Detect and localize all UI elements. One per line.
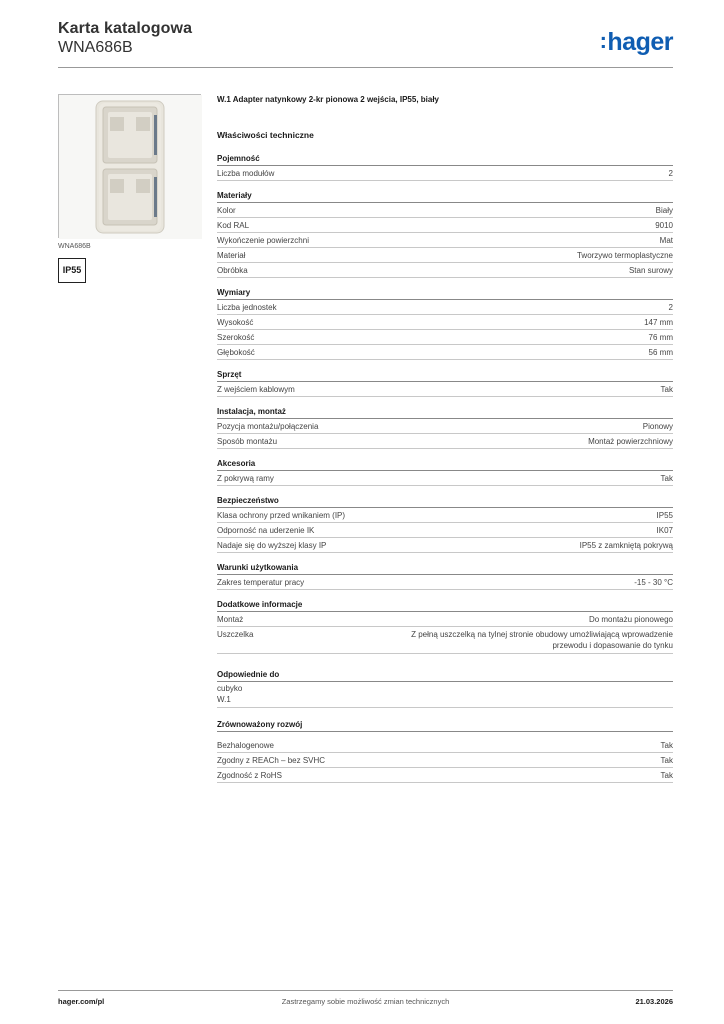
- property-key: Sposób montażu: [217, 437, 278, 446]
- property-value: Tak: [660, 474, 673, 483]
- property-key: Liczba jednostek: [217, 303, 277, 312]
- property-row: [217, 203, 673, 218]
- property-key: Zakres temperatur pracy: [217, 578, 305, 587]
- group-title: Akcesoria: [217, 459, 673, 471]
- property-value: Tak: [660, 741, 673, 750]
- property-key: Montaż: [217, 615, 244, 624]
- property-groups: [217, 154, 673, 654]
- product-photo: [58, 94, 201, 238]
- header-divider: [58, 67, 673, 68]
- group-title: Instalacja, montaż: [217, 407, 673, 419]
- footer-website-link[interactable]: hager.com/pl: [58, 997, 105, 1006]
- footer-date: 21.03.2026: [635, 997, 673, 1006]
- technical-properties: [217, 95, 673, 793]
- footer-divider: [58, 990, 673, 991]
- property-key: Odporność na uderzenie IK: [217, 526, 315, 535]
- logo-text: hager: [607, 28, 673, 56]
- property-row: [217, 753, 673, 768]
- suitable-for-group: [217, 670, 673, 708]
- group-title: Odpowiednie do: [217, 670, 673, 682]
- group-title: Dodatkowe informacje: [217, 600, 673, 612]
- property-value: 2: [668, 303, 673, 312]
- property-row: [217, 768, 673, 783]
- property-value: 147 mm: [644, 318, 673, 327]
- property-row: [217, 166, 673, 181]
- property-row: [217, 538, 673, 553]
- property-value: Biały: [655, 206, 673, 215]
- property-key: Pozycja montażu/połączenia: [217, 422, 319, 431]
- property-row: [217, 508, 673, 523]
- group-title: Zrównoważony rozwój: [217, 720, 673, 732]
- property-row: [217, 330, 673, 345]
- suitable-item: W.1: [217, 694, 673, 708]
- property-value: Z pełną uszczelką na tylnej stronie obudowy umożliwiającą wprowadzenie przewodu i dopasowanie do tynku: [411, 630, 673, 650]
- property-row: [217, 263, 673, 278]
- ip55-badge: IP55: [58, 258, 86, 283]
- property-value: Do montażu pionowego: [588, 615, 673, 624]
- property-row: [217, 233, 673, 248]
- property-group: [217, 191, 673, 278]
- group-title: Sprzęt: [217, 370, 673, 382]
- property-key: Zgodny z REACh – bez SVHC: [217, 756, 326, 765]
- property-key: Bezhalogenowe: [217, 741, 274, 750]
- property-value: IP55: [656, 511, 673, 520]
- property-key: Kod RAL: [217, 221, 250, 230]
- property-group: [217, 563, 673, 590]
- property-row: [217, 434, 673, 449]
- group-title: Materiały: [217, 191, 673, 203]
- property-key: Wysokość: [217, 318, 254, 327]
- property-value: Pionowy: [642, 422, 673, 431]
- property-value: Tworzywo termoplastyczne: [576, 251, 673, 260]
- property-key: Materiał: [217, 251, 246, 260]
- property-row: [217, 523, 673, 538]
- property-value: 9010: [655, 221, 673, 230]
- property-row: [217, 419, 673, 434]
- property-group: [217, 370, 673, 397]
- property-value: Tak: [660, 771, 673, 780]
- property-row: [217, 612, 673, 627]
- property-row: [217, 315, 673, 330]
- property-value: -15 - 30 °C: [634, 578, 673, 587]
- property-value: 56 mm: [648, 348, 673, 357]
- product-code: WNA686B: [58, 39, 133, 56]
- property-group: [217, 600, 673, 654]
- property-key: Z pokrywą ramy: [217, 474, 274, 483]
- property-key: Głębokość: [217, 348, 255, 357]
- property-group: [217, 407, 673, 449]
- property-value: IP55 z zamkniętą pokrywą: [579, 541, 673, 550]
- property-group: [217, 496, 673, 553]
- property-key: Obróbka: [217, 266, 248, 275]
- property-row: [217, 300, 673, 315]
- property-key: Nadaje się do wyższej klasy IP: [217, 541, 327, 550]
- document-header: [58, 20, 673, 68]
- property-value: IK07: [656, 526, 673, 535]
- property-key: Zgodność z RoHS: [217, 771, 282, 780]
- property-value: Tak: [660, 385, 673, 394]
- group-title: Warunki użytkowania: [217, 563, 673, 575]
- property-row: [217, 575, 673, 590]
- property-value: Montaż powierzchniowy: [588, 437, 673, 446]
- property-row: [217, 248, 673, 263]
- photo-caption: WNA686B: [58, 243, 91, 250]
- property-key: Z wejściem kablowym: [217, 385, 295, 394]
- property-key: Liczba modułów: [217, 169, 275, 178]
- hager-logo: :hager: [599, 28, 673, 56]
- property-value: 76 mm: [648, 333, 673, 342]
- sustainability-group: [217, 720, 673, 783]
- suitable-item: cubyko: [217, 684, 243, 693]
- property-key: Wykończenie powierzchni: [217, 236, 309, 245]
- property-row: [217, 218, 673, 233]
- product-image-panel: [58, 94, 202, 283]
- property-key: Szerokość: [217, 333, 255, 342]
- property-value: Stan surowy: [628, 266, 673, 275]
- group-title: Wymiary: [217, 288, 673, 300]
- section-title: Właściwości techniczne: [217, 130, 314, 140]
- property-row: [217, 471, 673, 486]
- property-key: Kolor: [217, 206, 236, 215]
- property-value: Tak: [660, 756, 673, 765]
- property-group: [217, 459, 673, 486]
- property-group: [217, 154, 673, 181]
- footer-note: Zastrzegamy sobie możliwość zmian technicznych: [281, 997, 450, 1006]
- property-row: [217, 382, 673, 397]
- property-row: [217, 738, 673, 753]
- property-key: Uszczelka: [217, 630, 254, 639]
- property-key: Klasa ochrony przed wnikaniem (IP): [217, 511, 346, 520]
- property-group: [217, 288, 673, 360]
- group-title: Bezpieczeństwo: [217, 496, 673, 508]
- document-title: Karta katalogowa: [58, 20, 193, 37]
- property-row: [217, 627, 673, 654]
- property-value: 2: [668, 169, 673, 178]
- group-title: Pojemność: [217, 154, 673, 166]
- property-value: Mat: [659, 236, 673, 245]
- property-row: [217, 345, 673, 360]
- product-title: W.1 Adapter natynkowy 2-kr pionowa 2 wejścia, IP55, biały: [217, 95, 439, 104]
